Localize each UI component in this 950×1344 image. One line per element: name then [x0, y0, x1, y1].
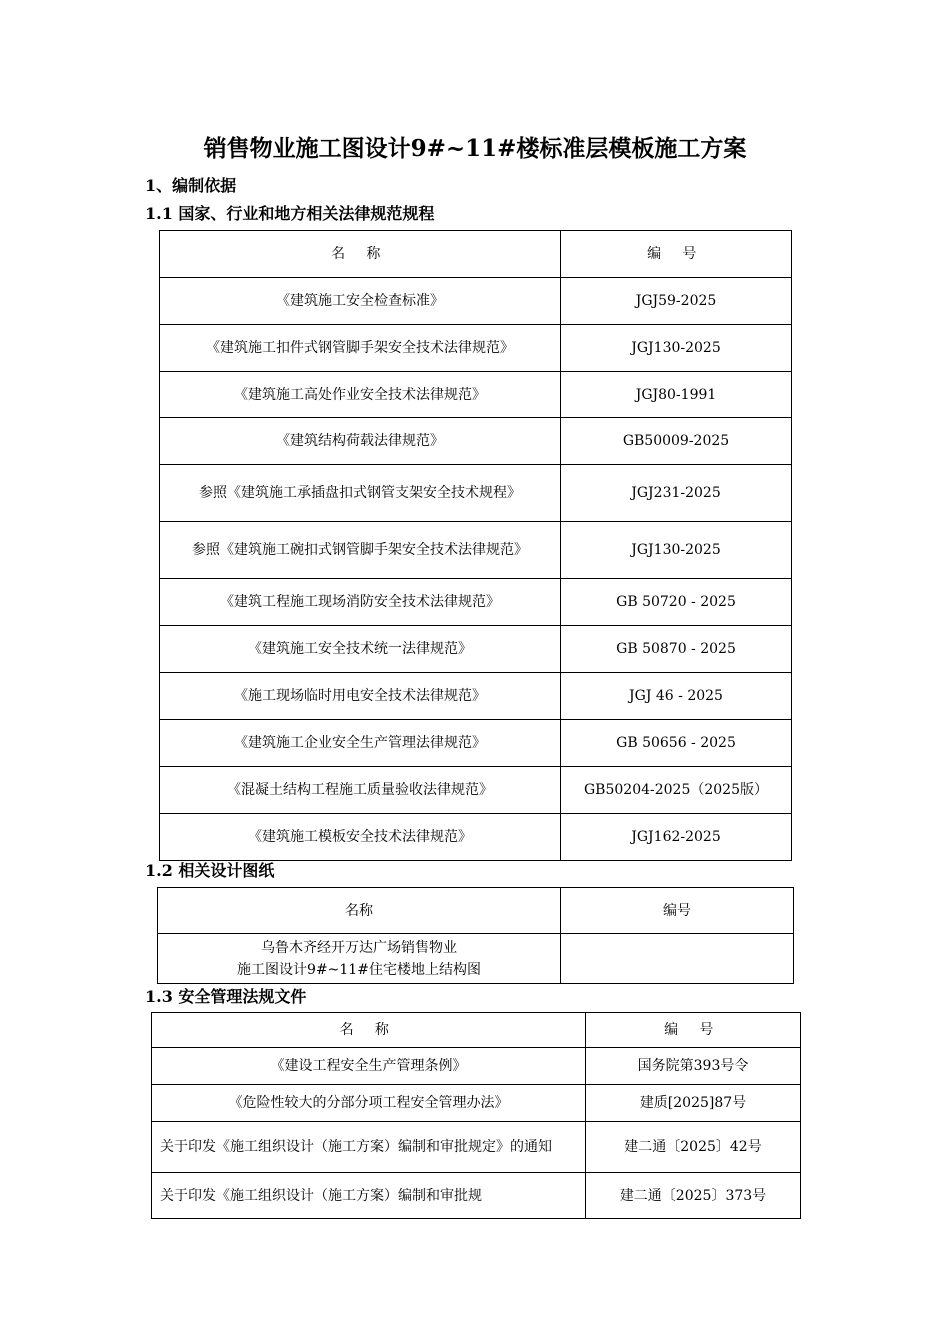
regulation-code: JGJ130-2025 [561, 325, 792, 372]
regulation-name: 《建筑施工模板安全技术法律规范》 [160, 814, 561, 861]
drawing-name [158, 934, 561, 984]
regulation-code: JGJ59-2025 [561, 278, 792, 325]
table-row [158, 934, 794, 984]
regulation-name: 《建筑施工安全技术统一法律规范》 [160, 626, 561, 673]
regulation-code: JGJ162-2025 [561, 814, 792, 861]
table-row [160, 626, 792, 673]
table-row [160, 465, 792, 522]
column-header-code: 编 号 [586, 1013, 801, 1048]
section-heading-basis: 1、编制依据 [145, 176, 237, 195]
column-header-code: 编 号 [561, 231, 792, 278]
regulation-code: GB 50656 - 2025 [561, 720, 792, 767]
drawings-table [157, 887, 794, 984]
table-row [160, 579, 792, 626]
regulation-code: GB50009-2025 [561, 418, 792, 465]
regulation-name: 参照《建筑施工碗扣式钢管脚手架安全技术法律规范》 [160, 522, 561, 579]
file-name: 关于印发《施工组织设计（施工方案）编制和审批规 [152, 1173, 586, 1219]
column-header-name: 名称 [158, 888, 561, 934]
table-row [152, 1173, 801, 1219]
table-header-row [152, 1013, 801, 1048]
regulation-name: 《建筑施工企业安全生产管理法律规范》 [160, 720, 561, 767]
file-name: 关于印发《施工组织设计（施工方案）编制和审批规定》的通知 [152, 1122, 586, 1173]
table-row [160, 720, 792, 767]
table-row [160, 325, 792, 372]
column-header-code: 编号 [561, 888, 794, 934]
column-header-name: 名 称 [152, 1013, 586, 1048]
regulation-code: JGJ80-1991 [561, 372, 792, 418]
regulation-name: 《施工现场临时用电安全技术法律规范》 [160, 673, 561, 720]
drawing-code [561, 934, 794, 984]
regulation-name: 《建筑施工安全检查标准》 [160, 278, 561, 325]
file-name: 《建设工程安全生产管理条例》 [152, 1048, 586, 1085]
table-row [160, 418, 792, 465]
drawing-name-line-1: 乌鲁木齐经开万达广场销售物业 [261, 939, 457, 956]
regulation-code: JGJ130-2025 [561, 522, 792, 579]
regulation-name: 《建筑施工高处作业安全技术法律规范》 [160, 372, 561, 418]
file-code: 建二通〔2025〕42号 [586, 1122, 801, 1173]
file-code: 建二通〔2025〕373号 [586, 1173, 801, 1219]
regulations-table [159, 230, 792, 861]
table-row [160, 673, 792, 720]
table-header-row [158, 888, 794, 934]
table-row [160, 522, 792, 579]
table-row [160, 278, 792, 325]
table-row [160, 814, 792, 861]
regulation-name: 《建筑施工扣件式钢管脚手架安全技术法律规范》 [160, 325, 561, 372]
regulation-code: GB 50870 - 2025 [561, 626, 792, 673]
file-name: 《危险性较大的分部分项工程安全管理办法》 [152, 1085, 586, 1122]
column-header-name: 名 称 [160, 231, 561, 278]
regulation-code: GB50204-2025（2025版） [561, 767, 792, 814]
table-row [160, 372, 792, 418]
table-row [152, 1085, 801, 1122]
table-row [152, 1048, 801, 1085]
page-title: 销售物业施工图设计9#~11#楼标准层模板施工方案 [203, 135, 747, 162]
section-heading-safety-files: 1.3 安全管理法规文件 [145, 987, 307, 1006]
regulation-code: GB 50720 - 2025 [561, 579, 792, 626]
drawing-name-line-2: 施工图设计9#~11#住宅楼地上结构图 [237, 961, 481, 978]
regulation-code: JGJ 46 - 2025 [561, 673, 792, 720]
table-header-row [160, 231, 792, 278]
table-row [160, 767, 792, 814]
safety-files-table [151, 1012, 801, 1219]
section-heading-regulations: 1.1 国家、行业和地方相关法律规范规程 [145, 204, 435, 223]
table-row [152, 1122, 801, 1173]
regulation-name: 《混凝土结构工程施工质量验收法律规范》 [160, 767, 561, 814]
regulation-name: 参照《建筑施工承插盘扣式钢管支架安全技术规程》 [160, 465, 561, 522]
file-code: 国务院第393号令 [586, 1048, 801, 1085]
file-code: 建质[2025]87号 [586, 1085, 801, 1122]
section-heading-drawings: 1.2 相关设计图纸 [145, 861, 275, 880]
regulation-code: JGJ231-2025 [561, 465, 792, 522]
regulation-name: 《建筑结构荷载法律规范》 [160, 418, 561, 465]
regulation-name: 《建筑工程施工现场消防安全技术法律规范》 [160, 579, 561, 626]
